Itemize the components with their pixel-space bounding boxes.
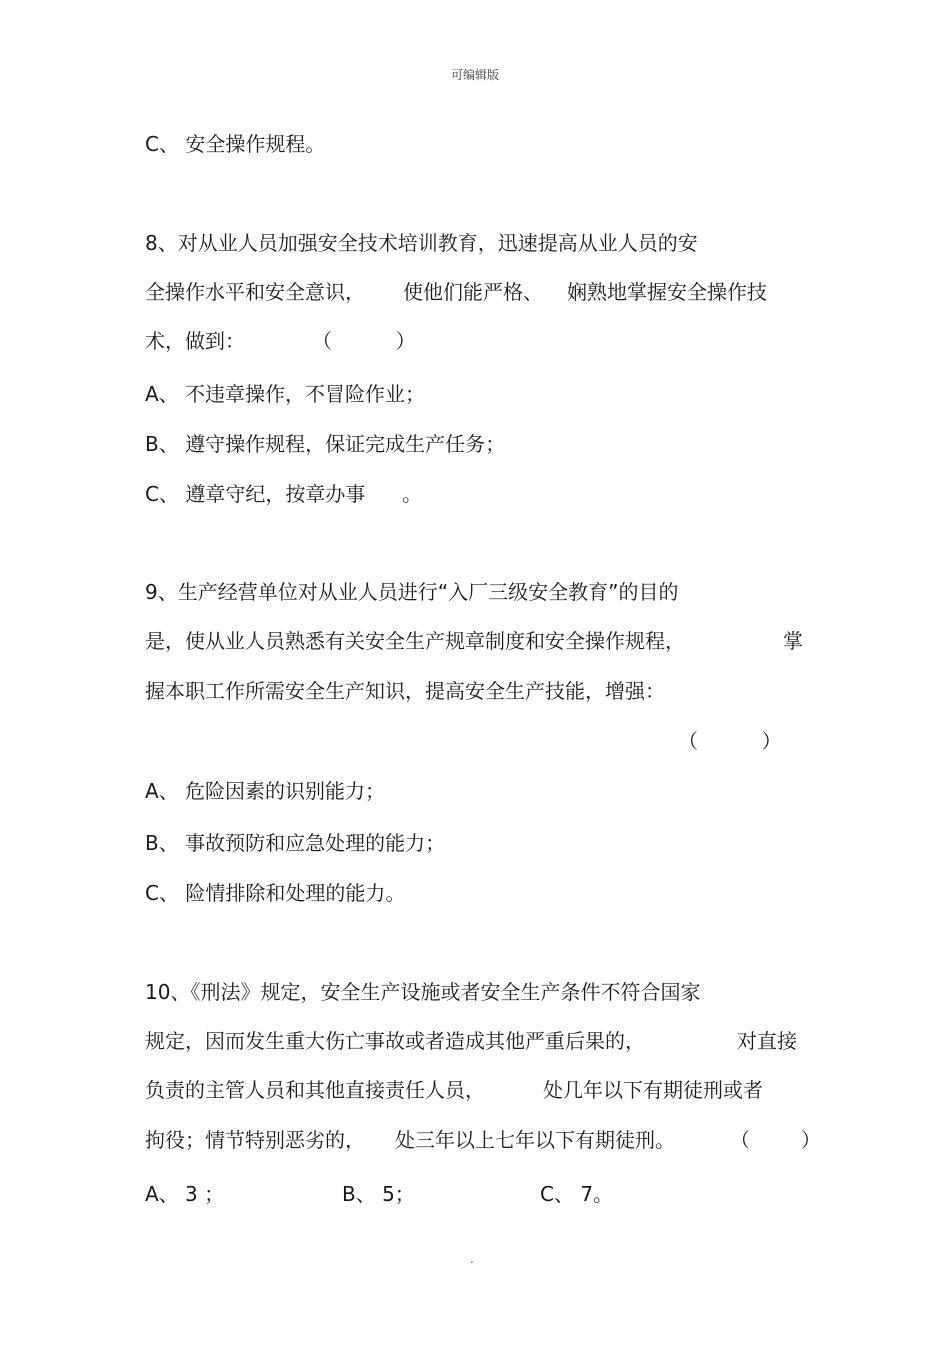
q10-option-c: C、 7。 [540,1182,614,1206]
q8-option-c: C、 遵章守纪，按章办事 [145,482,366,506]
q10-line-2b: 对直接 [737,1029,797,1053]
q8-line-2b: 使他们能严格、 [403,280,543,304]
q9-option-a: A、 危险因素的识别能力； [145,779,386,803]
q8-option-c-end: 。 [402,482,422,506]
q9-option-c: C、 险情排除和处理的能力。 [145,881,406,905]
q10-option-b: B、 5； [342,1182,415,1206]
q7-option-c: C、 安全操作规程。 [145,132,326,156]
q8-line-2c: 娴熟地掌握安全操作技 [567,280,767,304]
q9-line-2b: 掌 [783,629,803,653]
q8-answer-blank: （ ） [312,329,416,353]
q9-line-2a: 是，使从业人员熟悉有关安全生产规章制度和安全操作规程， [145,629,685,653]
q10-line-3b: 处几年以下有期徒刑或者 [543,1078,763,1102]
q8-option-b: B、 遵守操作规程，保证完成生产任务； [145,432,506,456]
q9-answer-blank: （ ） [678,729,782,753]
q8-line-2a: 全操作水平和安全意识， [145,280,365,304]
q10-line-4a: 拘役；情节特别恶劣的， [145,1128,365,1152]
q10-option-a: A、 3 ； [145,1182,225,1206]
q9-line-1: 9、生产经营单位对从业人员进行“入厂三级安全教育”的目的 [145,580,679,604]
q10-line-3a: 负责的主管人员和其他直接责任人员， [145,1078,485,1102]
q10-answer-blank: （ ） [730,1128,821,1152]
footer-mark: . [470,1252,474,1266]
q8-option-a: A、 不违章操作，不冒险作业； [145,382,426,406]
q9-option-b: B、 事故预防和应急处理的能力； [145,831,446,855]
q10-line-4b: 处三年以上七年以下有期徒刑。 [395,1128,675,1152]
q10-line-1: 10、《刑法》规定，安全生产设施或者安全生产条件不符合国家 [145,980,701,1004]
q10-line-2a: 规定，因而发生重大伤亡事故或者造成其他严重后果的， [145,1029,645,1053]
q9-line-3: 握本职工作所需安全生产知识，提高安全生产技能，增强： [145,679,665,703]
q8-line-3a: 术，做到： [145,329,245,353]
page-header: 可编辑版 [450,68,499,82]
q8-line-1: 8、对从业人员加强安全技术培训教育，迅速提高从业人员的安 [145,231,698,255]
